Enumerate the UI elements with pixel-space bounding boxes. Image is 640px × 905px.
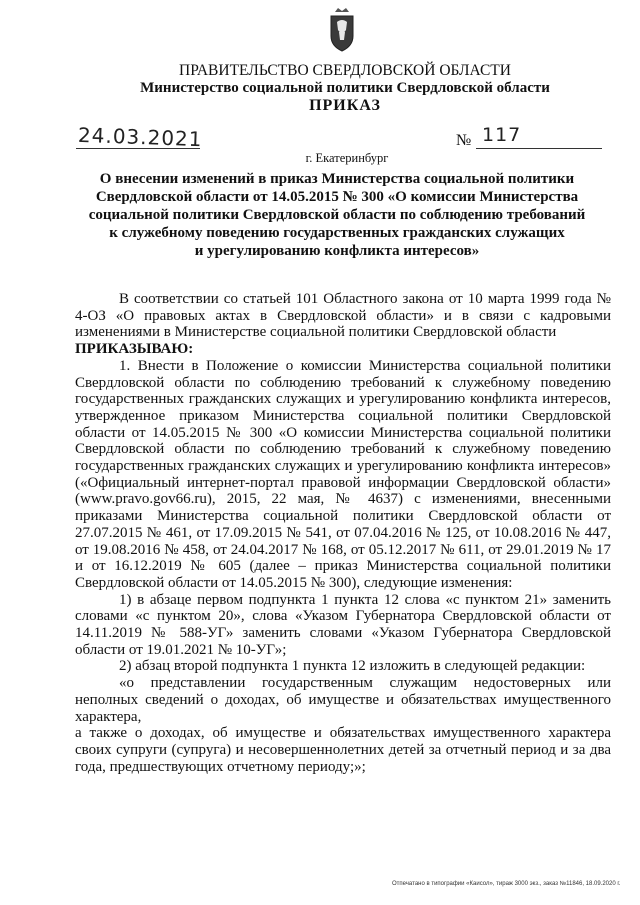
order-word: ПРИКАЗЫВАЮ:: [75, 341, 194, 358]
handwritten-date: 24.03.2021: [77, 122, 203, 152]
title-line: и урегулированию конфликта интересов»: [194, 243, 480, 259]
quote-paragraph-1: «о представлении государственным служащим недостоверных или неполных сведений о доходах, об имуществе и обязательствах имущественного характера,: [75, 675, 611, 725]
preamble-paragraph: В соответствии со статьей 101 Областного закона от 10 марта 1999 года № 4-ОЗ «О правовых актах в Свердловской области» и в связи с кадровыми изменениями в Министерстве социальной политики Свердловской области: [75, 291, 611, 341]
handwritten-number: 117: [482, 124, 522, 146]
subitem-2-paragraph: 2) абзац второй подпункта 1 пункта 12 изложить в следующей редакции:: [119, 658, 586, 675]
title-line: О внесении изменений в приказ Министерства социальной политики: [99, 171, 575, 187]
city-label: г. Екатеринбург: [305, 151, 389, 165]
print-footer: Отпечатано в типографии «Каисол», тираж 3000 экз., заказ №11846, 18.09.2020 г.: [392, 881, 621, 887]
number-sign: №: [456, 132, 472, 149]
government-heading: ПРАВИТЕЛЬСТВО СВЕРДЛОВСКОЙ ОБЛАСТИ: [179, 62, 511, 79]
document-body: [75, 291, 611, 775]
number-underline: [476, 148, 602, 149]
title-line: к служебному поведению государственных гражданских служащих: [109, 225, 565, 241]
ministry-heading: Министерство социальной политики Свердловской области: [140, 80, 550, 96]
coat-of-arms-emblem: [327, 6, 357, 52]
date-underline: [76, 148, 200, 149]
document-type-heading: ПРИКАЗ: [309, 97, 381, 114]
subitem-1-paragraph: 1) в абзаце первом подпункта 1 пункта 12 слова «с пунктом 21» заменить словами «с пунктом 20», слова «Указом Губернатора Свердловской области от 14.11.2019 № 588-УГ» заменить словами «Указом Губернатора Свердловской области от 19.01.2021 № 10-УГ»;: [75, 591, 611, 658]
quote-paragraph-2: а также о доходах, об имуществе и обязательствах имущественного характера своих супруги (супруга) и несовершеннолетних детей за отчетный период и за два года, предшествующих отчетному периоду;»;: [75, 725, 611, 775]
title-line: социальной политики Свердловской области по соблюдению требований: [88, 207, 586, 223]
title-line: Свердловской области от 14.05.2015 № 300 «О комиссии Министерства: [95, 189, 579, 205]
document-title: [64, 170, 610, 260]
item-1-paragraph: 1. Внести в Положение о комиссии Министерства социальной политики Свердловской области по соблюдению требований к служебному поведению государственных гражданских служащих и урегулированию конфликта интересов, утвержденное приказом Министерства социальной политики Свердловской области от 14.05.2015 № 300 «О комиссии Министерства социальной политики Свердловской области по соблюдению требований к служебному поведению государственных гражданских служащих и урегулированию конфликта интересов» («Официальный интернет-портал правовой информации Свердловской области» (www.pravo.gov66.ru), 2015, 22 мая, № 4637) с изменениями, внесенными приказами Министерства социальной политики Свердловской области от 27.07.2015 № 461, от 17.09.2015 № 541, от 07.04.2016 № 125, от 10.08.2016 № 447, от 19.08.2016 № 458, от 24.04.2017 № 168, от 05.12.2017 № 611, от 29.01.2019 № 17 и от 16.12.2019 № 605 (далее – приказ Министерства социальной политики Свердловской области от 14.05.2015 № 300), следующие изменения:: [75, 357, 611, 591]
